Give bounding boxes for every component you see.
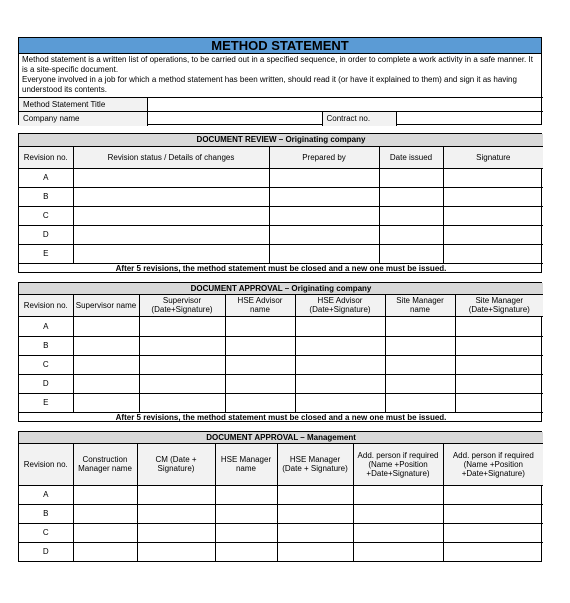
table-cell[interactable] <box>225 393 295 412</box>
revision-label: A <box>19 168 73 187</box>
title-field[interactable] <box>147 98 543 112</box>
table-cell[interactable] <box>385 316 455 336</box>
mgmt-col-revision: Revision no. <box>19 443 73 485</box>
table-cell[interactable] <box>269 206 379 225</box>
table-cell[interactable] <box>353 542 443 561</box>
table-cell[interactable] <box>379 187 443 206</box>
revision-label: D <box>19 225 73 244</box>
revision-label: A <box>19 485 73 504</box>
revision-label: D <box>19 542 73 561</box>
table-cell[interactable] <box>379 206 443 225</box>
table-cell[interactable] <box>73 206 269 225</box>
table-cell[interactable] <box>277 542 353 561</box>
approval-origin-table <box>19 283 543 423</box>
table-cell[interactable] <box>379 244 443 263</box>
table-cell[interactable] <box>73 542 137 561</box>
table-cell[interactable] <box>73 374 139 393</box>
mgmt-col-hse-sign: HSE Manager (Date + Signature) <box>277 443 353 485</box>
revision-label: C <box>19 355 73 374</box>
review-section <box>18 133 542 273</box>
revision-label: E <box>19 393 73 412</box>
table-cell[interactable] <box>225 355 295 374</box>
table-cell[interactable] <box>225 374 295 393</box>
document-title: METHOD STATEMENT <box>19 38 541 54</box>
table-cell[interactable] <box>295 374 385 393</box>
mgmt-col-add-person-2: Add. person if required (Name +Position +Date+Signature) <box>443 443 543 485</box>
table-cell[interactable] <box>269 225 379 244</box>
table-cell[interactable] <box>137 523 215 542</box>
table-cell[interactable] <box>443 485 543 504</box>
table-cell[interactable] <box>73 523 137 542</box>
table-cell[interactable] <box>353 523 443 542</box>
table-cell[interactable] <box>443 523 543 542</box>
revision-label: E <box>19 244 73 263</box>
contract-label: Contract no. <box>322 112 396 126</box>
table-cell[interactable] <box>73 355 139 374</box>
mgmt-col-cm-name: Construction Manager name <box>73 443 137 485</box>
table-cell[interactable] <box>443 542 543 561</box>
table-cell[interactable] <box>443 206 543 225</box>
title-label: Method Statement Title <box>19 98 147 112</box>
table-cell[interactable] <box>443 225 543 244</box>
table-cell[interactable] <box>385 336 455 355</box>
review-footer: After 5 revisions, the method statement must be closed and a new one must be issued. <box>19 263 543 274</box>
intro-line-1: Method statement is a written list of operations, to be carried out in a specified sequence, in order to complete a work activity in a safe manner. It is a site-specific document. <box>22 55 533 74</box>
table-cell[interactable] <box>73 485 137 504</box>
table-cell[interactable] <box>139 336 225 355</box>
table-cell[interactable] <box>73 168 269 187</box>
review-col-prepared: Prepared by <box>269 146 379 168</box>
revision-label: B <box>19 336 73 355</box>
table-cell[interactable] <box>269 187 379 206</box>
origin-col-supervisor-name: Supervisor name <box>73 294 139 316</box>
table-cell[interactable] <box>139 374 225 393</box>
review-table <box>19 134 543 274</box>
approval-origin-heading: DOCUMENT APPROVAL – Originating company <box>19 283 543 294</box>
review-heading: DOCUMENT REVIEW – Originating company <box>19 134 543 146</box>
revision-label: C <box>19 206 73 225</box>
review-col-date: Date issued <box>379 146 443 168</box>
approval-mgmt-section <box>18 431 542 562</box>
table-cell[interactable] <box>455 393 543 412</box>
table-cell[interactable] <box>277 523 353 542</box>
table-cell[interactable] <box>73 187 269 206</box>
revision-label: B <box>19 187 73 206</box>
table-cell[interactable] <box>215 542 277 561</box>
revision-label: B <box>19 504 73 523</box>
table-cell[interactable] <box>455 374 543 393</box>
header-block <box>18 37 542 125</box>
revision-label: A <box>19 316 73 336</box>
origin-col-site-sign: Site Manager (Date+Signature) <box>455 294 543 316</box>
table-cell[interactable] <box>295 336 385 355</box>
approval-origin-section <box>18 282 542 422</box>
table-cell[interactable] <box>277 504 353 523</box>
table-cell[interactable] <box>73 393 139 412</box>
table-cell[interactable] <box>137 504 215 523</box>
table-cell[interactable] <box>73 316 139 336</box>
mgmt-col-hse-name: HSE Manager name <box>215 443 277 485</box>
table-cell[interactable] <box>443 244 543 263</box>
fields-table <box>19 97 543 126</box>
table-cell[interactable] <box>269 244 379 263</box>
table-cell[interactable] <box>385 355 455 374</box>
table-cell[interactable] <box>139 393 225 412</box>
table-cell[interactable] <box>295 393 385 412</box>
contract-field[interactable] <box>396 112 543 126</box>
table-cell[interactable] <box>353 504 443 523</box>
review-col-revision: Revision no. <box>19 146 73 168</box>
table-cell[interactable] <box>73 225 269 244</box>
intro-line-2: Everyone involved in a job for which a method statement has been written, should read it (or have it explained to them) and sign it as having understood its contents. <box>22 75 517 94</box>
origin-col-revision: Revision no. <box>19 294 73 316</box>
review-col-signature: Signature <box>443 146 543 168</box>
table-cell[interactable] <box>353 485 443 504</box>
table-cell[interactable] <box>455 336 543 355</box>
revision-label: D <box>19 374 73 393</box>
table-cell[interactable] <box>73 504 137 523</box>
table-cell[interactable] <box>443 187 543 206</box>
origin-col-supervisor-sign: Supervisor (Date+Signature) <box>139 294 225 316</box>
table-cell[interactable] <box>277 485 353 504</box>
company-field[interactable] <box>147 112 322 126</box>
table-cell[interactable] <box>379 168 443 187</box>
table-cell[interactable] <box>73 244 269 263</box>
revision-label: C <box>19 523 73 542</box>
table-cell[interactable] <box>385 393 455 412</box>
table-cell[interactable] <box>455 355 543 374</box>
table-cell[interactable] <box>139 316 225 336</box>
table-cell[interactable] <box>215 504 277 523</box>
table-cell[interactable] <box>139 355 225 374</box>
review-col-details: Revision status / Details of changes <box>73 146 269 168</box>
table-cell[interactable] <box>295 355 385 374</box>
table-cell[interactable] <box>385 374 455 393</box>
table-cell[interactable] <box>215 485 277 504</box>
table-cell[interactable] <box>225 336 295 355</box>
table-cell[interactable] <box>269 168 379 187</box>
company-label: Company name <box>19 112 147 126</box>
origin-col-hse-name: HSE Advisor name <box>225 294 295 316</box>
approval-mgmt-table <box>19 432 543 561</box>
table-cell[interactable] <box>137 485 215 504</box>
table-cell[interactable] <box>379 225 443 244</box>
table-cell[interactable] <box>137 542 215 561</box>
table-cell[interactable] <box>443 504 543 523</box>
origin-col-site-name: Site Manager name <box>385 294 455 316</box>
approval-mgmt-heading: DOCUMENT APPROVAL – Management <box>19 432 543 443</box>
table-cell[interactable] <box>295 316 385 336</box>
table-cell[interactable] <box>225 316 295 336</box>
table-cell[interactable] <box>455 316 543 336</box>
table-cell[interactable] <box>443 168 543 187</box>
approval-origin-footer: After 5 revisions, the method statement must be closed and a new one must be issued. <box>19 412 543 423</box>
table-cell[interactable] <box>215 523 277 542</box>
mgmt-col-cm-sign: CM (Date + Signature) <box>137 443 215 485</box>
table-cell[interactable] <box>73 336 139 355</box>
origin-col-hse-sign: HSE Advisor (Date+Signature) <box>295 294 385 316</box>
intro-text <box>19 54 541 97</box>
mgmt-col-add-person-1: Add. person if required (Name +Position +Date+Signature) <box>353 443 443 485</box>
